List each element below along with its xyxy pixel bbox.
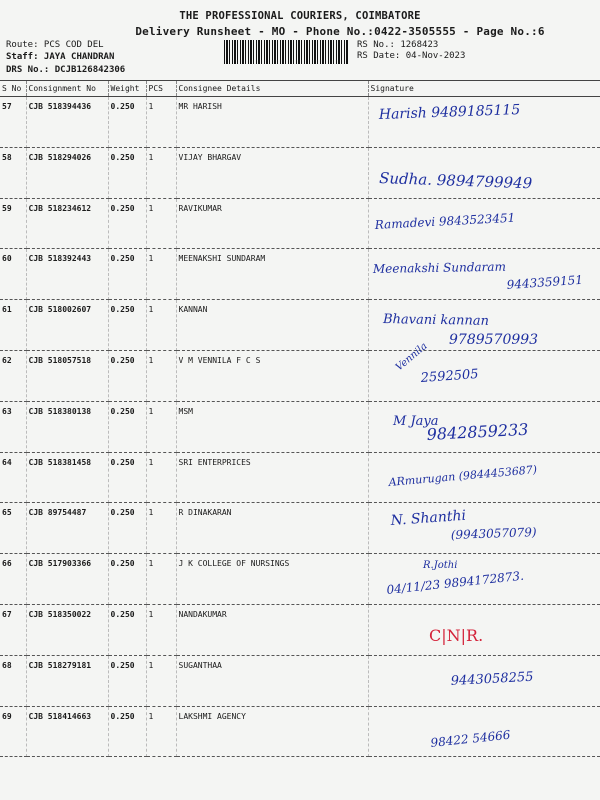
cell-sno: 61	[0, 300, 26, 351]
signature-text: Ramadevi 9843523451	[373, 210, 516, 232]
handwritten-signature	[369, 148, 599, 192]
cell-signature	[368, 97, 600, 148]
cell-signature	[368, 604, 600, 655]
cell-pcs: 1	[146, 706, 176, 757]
table-row	[0, 655, 600, 706]
signature-text: C|N|R.	[428, 625, 483, 645]
cell-pcs: 1	[146, 401, 176, 452]
cell-pcs: 1	[146, 97, 176, 148]
signature-text: M Jaya	[392, 413, 438, 429]
cell-sno: 65	[0, 503, 26, 554]
cell-consignee: LAKSHMI AGENCY	[176, 706, 368, 757]
cell-consignee: SRI ENTERPRICES	[176, 452, 368, 503]
cell-consignment-no: CJB 518002607	[26, 300, 108, 351]
cell-consignment-no: CJB 518381458	[26, 452, 108, 503]
cell-weight: 0.250	[108, 604, 146, 655]
handwritten-signature	[369, 300, 599, 349]
drs-number: DRS No.: DCJB126842306	[6, 65, 126, 75]
cell-sno: 57	[0, 97, 26, 148]
rs-number: RS No.: 1268423	[357, 40, 439, 50]
cell-weight: 0.250	[108, 97, 146, 148]
runsheet-table	[0, 80, 600, 757]
rs-date: RS Date: 04-Nov-2023	[357, 51, 466, 61]
cell-sno: 67	[0, 604, 26, 655]
cell-pcs: 1	[146, 300, 176, 351]
cell-weight: 0.250	[108, 503, 146, 554]
cell-consignment-no: CJB 518057518	[26, 350, 108, 401]
cell-sno: 68	[0, 655, 26, 706]
route-label: Route: PCS COD DEL	[6, 40, 104, 50]
cell-consignment-no: CJB 517903366	[26, 554, 108, 605]
table-row	[0, 706, 600, 757]
cell-signature	[368, 198, 600, 249]
table-header-row	[0, 81, 600, 97]
cell-consignee: RAVIKUMAR	[176, 198, 368, 249]
handwritten-signature	[369, 453, 599, 497]
cell-consignee: V M VENNILA F C S	[176, 350, 368, 401]
cell-consignment-no: CJB 518279181	[26, 655, 108, 706]
cell-sno: 69	[0, 706, 26, 757]
cell-consignment-no: CJB 518234612	[26, 198, 108, 249]
cell-pcs: 1	[146, 604, 176, 655]
table-row	[0, 452, 600, 503]
signature-text: ARmurugan (9844453687)	[387, 462, 538, 489]
cell-pcs: 1	[146, 147, 176, 198]
cell-signature	[368, 706, 600, 757]
handwritten-signature	[369, 199, 599, 243]
signature-text: 9443359151	[505, 273, 583, 293]
table-row	[0, 249, 600, 300]
cell-weight: 0.250	[108, 452, 146, 503]
cell-signature	[368, 554, 600, 605]
signature-text: Bhavani kannan	[382, 312, 489, 330]
cell-consignment-no: CJB 518294026	[26, 147, 108, 198]
cell-consignee: VIJAY BHARGAV	[176, 147, 368, 198]
cell-weight: 0.250	[108, 655, 146, 706]
signature-text: (9943057079)	[450, 525, 537, 543]
cell-sno: 59	[0, 198, 26, 249]
cell-weight: 0.250	[108, 249, 146, 300]
cell-pcs: 1	[146, 655, 176, 706]
col-header-weight: Weight	[108, 81, 146, 97]
handwritten-signature	[369, 503, 599, 547]
cell-weight: 0.250	[108, 147, 146, 198]
cell-weight: 0.250	[108, 706, 146, 757]
cell-sno: 66	[0, 554, 26, 605]
cell-pcs: 1	[146, 554, 176, 605]
cell-consignment-no: CJB 518350022	[26, 604, 108, 655]
table-row	[0, 300, 600, 351]
handwritten-signature	[369, 249, 599, 293]
cell-signature	[368, 249, 600, 300]
cell-signature	[368, 655, 600, 706]
table-row	[0, 198, 600, 249]
table-row	[0, 503, 600, 554]
table-row	[0, 147, 600, 198]
table-row	[0, 604, 600, 655]
cell-weight: 0.250	[108, 198, 146, 249]
barcode-image	[224, 40, 349, 64]
cell-sno: 64	[0, 452, 26, 503]
cell-consignee: MSM	[176, 401, 368, 452]
signature-text: Harish 9489185115	[378, 102, 521, 123]
cell-signature	[368, 503, 600, 554]
cell-consignee: SUGANTHAA	[176, 655, 368, 706]
cell-sno: 58	[0, 147, 26, 198]
col-header-consignment: Consignment No	[26, 81, 108, 97]
handwritten-signature	[369, 554, 599, 598]
cell-consignment-no: CJB 518394436	[26, 97, 108, 148]
signature-text: 9789570993	[448, 332, 538, 349]
signature-text: R.Jothi	[422, 560, 457, 572]
table-row	[0, 554, 600, 605]
cell-consignment-no: CJB 518392443	[26, 249, 108, 300]
col-header-signature: Signature	[368, 81, 600, 97]
cell-pcs: 1	[146, 198, 176, 249]
cell-consignment-no: CJB 518414663	[26, 706, 108, 757]
col-header-pcs: PCS	[146, 81, 176, 97]
runsheet-subtitle: Delivery Runsheet - MO - Phone No.:0422-3505555 - Page No.:6	[135, 25, 545, 38]
table-row	[0, 401, 600, 452]
signature-text: 98422 54666	[429, 727, 511, 750]
cell-weight: 0.250	[108, 401, 146, 452]
cell-consignee: J K COLLEGE OF NURSINGS	[176, 554, 368, 605]
cell-consignee: MEENAKSHI SUNDARAM	[176, 249, 368, 300]
cell-signature	[368, 401, 600, 452]
cell-pcs: 1	[146, 249, 176, 300]
cell-consignee: NANDAKUMAR	[176, 604, 368, 655]
handwritten-signature	[369, 402, 599, 446]
signature-text: Vennila	[393, 340, 430, 374]
cell-sno: 62	[0, 350, 26, 401]
col-header-sno: S No	[0, 81, 26, 97]
cell-signature	[368, 147, 600, 198]
cell-weight: 0.250	[108, 554, 146, 605]
cell-consignee: KANNAN	[176, 300, 368, 351]
cell-consignment-no: CJB 89754487	[26, 503, 108, 554]
handwritten-signature	[369, 707, 599, 751]
cell-weight: 0.250	[108, 350, 146, 401]
signature-text: 9443058255	[449, 669, 534, 689]
cell-signature	[368, 300, 600, 351]
col-header-consignee: Consignee Details	[176, 81, 368, 97]
cell-pcs: 1	[146, 452, 176, 503]
signature-text: Meenakshi Sundaram	[372, 260, 506, 277]
staff-label: Staff: JAYA CHANDRAN	[6, 52, 115, 62]
handwritten-signature	[369, 605, 599, 649]
signature-text: 9842859233	[425, 419, 529, 444]
cell-consignment-no: CJB 518380138	[26, 401, 108, 452]
cell-sno: 63	[0, 401, 26, 452]
cell-signature	[368, 452, 600, 503]
signature-text: 2592505	[419, 366, 479, 386]
signature-text: 04/11/23 9894172873.	[385, 568, 524, 598]
cell-sno: 60	[0, 249, 26, 300]
cell-consignee: R DINAKARAN	[176, 503, 368, 554]
handwritten-signature	[369, 97, 599, 141]
handwritten-signature	[369, 656, 599, 700]
signature-text: N. Shanthi	[389, 508, 466, 530]
cell-consignee: MR HARISH	[176, 97, 368, 148]
table-row	[0, 350, 600, 401]
company-title: THE PROFESSIONAL COURIERS, COIMBATORE	[179, 10, 421, 22]
cell-pcs: 1	[146, 503, 176, 554]
table-row	[0, 97, 600, 148]
cell-weight: 0.250	[108, 300, 146, 351]
cell-pcs: 1	[146, 350, 176, 401]
signature-text: Sudha. 9894799949	[378, 168, 533, 193]
